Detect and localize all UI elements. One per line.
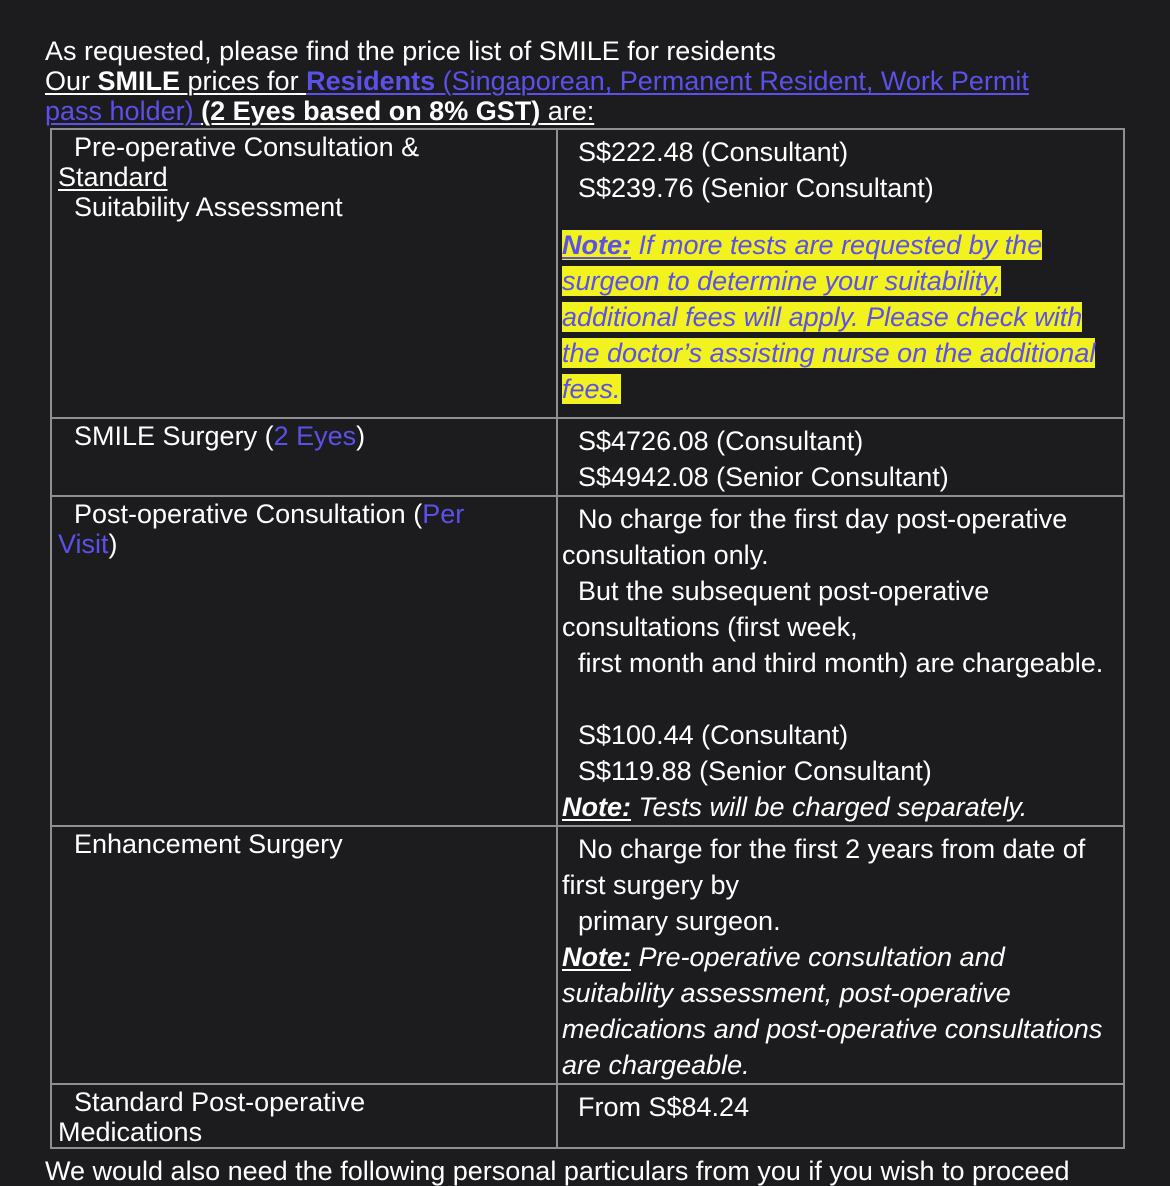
footer-text: We would also need the following personal particulars from you if you wish to proceed xyxy=(45,1156,1070,1186)
email-body xyxy=(45,36,1135,126)
table-row xyxy=(51,418,1124,496)
heading-prefix: Our xyxy=(45,66,98,96)
note-label: Note: xyxy=(562,230,631,260)
residents-link[interactable]: Residents xyxy=(306,66,436,96)
row-label xyxy=(51,418,557,496)
row-label xyxy=(51,496,557,826)
row-text: No charge for the first day post-operative xyxy=(578,504,1068,534)
price-senior-consultant: S$119.88 (Senior Consultant) xyxy=(578,756,932,786)
label-line: Pre-operative Consultation & xyxy=(74,132,420,162)
label-text: SMILE Surgery ( xyxy=(74,421,274,451)
heading-mid: prices for xyxy=(180,66,307,96)
price-senior-consultant: S$4942.08 (Senior Consultant) xyxy=(578,462,949,492)
note xyxy=(562,789,1117,825)
price-table xyxy=(50,128,1125,1149)
row-value xyxy=(557,129,1124,418)
price-consultant: S$222.48 (Consultant) xyxy=(578,137,849,167)
heading-basis: (2 Eyes based on 8% GST) xyxy=(201,96,541,126)
row-text: first surgery by xyxy=(562,870,740,900)
label-text: Post-operative Consultation ( xyxy=(74,499,423,529)
label-highlight: Per xyxy=(422,499,465,529)
highlighted-note xyxy=(562,227,1117,407)
table-row xyxy=(51,496,1124,826)
heading-suffix: are: xyxy=(540,96,595,126)
label-line: Standard Post-operative xyxy=(74,1087,366,1117)
note-text: Tests will be charged separately. xyxy=(631,792,1028,822)
intro-text: As requested, please find the price list of SMILE for residents xyxy=(45,36,776,66)
price-consultant: S$4726.08 (Consultant) xyxy=(578,426,864,456)
note-text: Pre-operative consultation and suitability assessment, post-operative medications and post-operative consultations are chargeable. xyxy=(562,942,1103,1080)
label-line: Medications xyxy=(58,1117,203,1147)
label-text: Enhancement Surgery xyxy=(74,829,343,859)
heading-smile: SMILE xyxy=(97,66,181,96)
row-text: consultation only. xyxy=(562,540,769,570)
note-label: Note: xyxy=(562,792,631,822)
label-line: Suitability Assessment xyxy=(74,192,343,222)
row-text: No charge for the first 2 years from date of xyxy=(578,834,1086,864)
row-text: primary surgeon. xyxy=(578,906,781,936)
row-label xyxy=(51,1084,557,1148)
label-line: Standard xyxy=(58,162,168,192)
table-row xyxy=(51,826,1124,1084)
label-highlight: Visit xyxy=(58,529,109,559)
row-value xyxy=(557,496,1124,826)
residents-detail-link[interactable]: (Singaporean, Permanent Resident, Work Permit pass holder) xyxy=(45,66,1029,126)
price-senior-consultant: S$239.76 (Senior Consultant) xyxy=(578,173,934,203)
row-text: But the subsequent post-operative xyxy=(578,576,990,606)
note-text: If more tests are requested by the surgeon to determine your suitability, additional fees will apply. Please check with the doctor’s assisting nurse on the additional fees. xyxy=(562,230,1096,404)
price-from: From S$84.24 xyxy=(578,1092,750,1122)
label-text: ) xyxy=(108,529,118,559)
label-highlight: 2 Eyes xyxy=(273,421,357,451)
row-label xyxy=(51,129,557,418)
row-text: consultations (first week, xyxy=(562,612,858,642)
note xyxy=(562,939,1117,1083)
price-consultant: S$100.44 (Consultant) xyxy=(578,720,849,750)
table-row xyxy=(51,129,1124,418)
label-text: ) xyxy=(356,421,366,451)
row-text: first month and third month) are chargeable. xyxy=(578,648,1104,678)
table-row xyxy=(51,1084,1124,1148)
note-label: Note: xyxy=(562,942,631,972)
row-value xyxy=(557,826,1124,1084)
price-heading xyxy=(45,66,1085,126)
row-label xyxy=(51,826,557,1084)
row-value xyxy=(557,1084,1124,1148)
row-value xyxy=(557,418,1124,496)
